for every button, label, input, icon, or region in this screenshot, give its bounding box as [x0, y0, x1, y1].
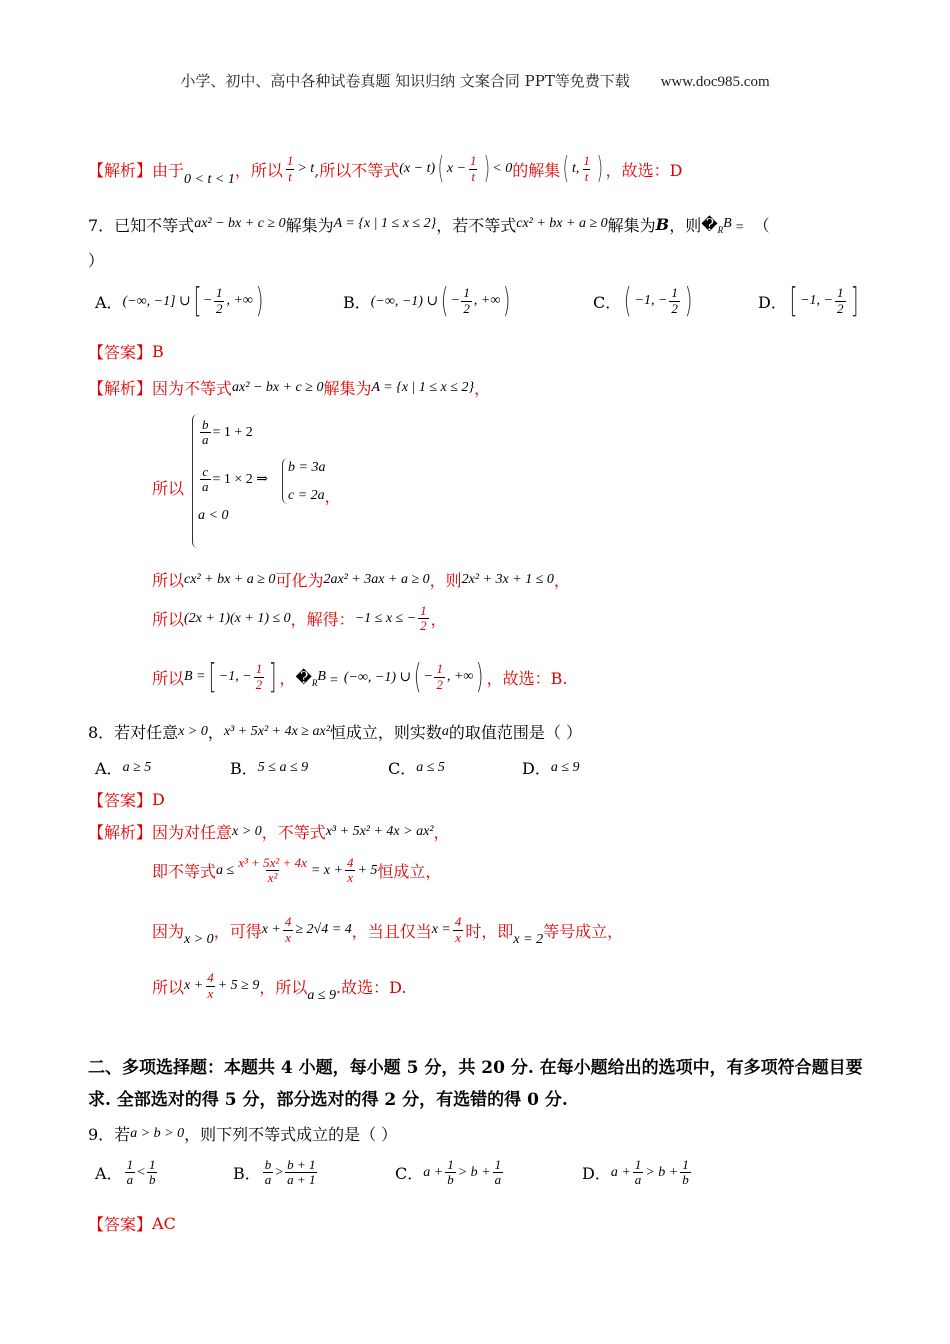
- q8-option-d[interactable]: D． a ≤ 9: [522, 759, 580, 778]
- system-row-2: $\frac{c}{a}$ = 1 × 2 ⇒: [202, 464, 269, 495]
- q8-analysis-l1: 【解析】 因为对任意 x > 0 ，不等式 x³ + 5x² + 4x > ax² ，: [88, 823, 450, 842]
- q7-option-d[interactable]: D． [ −1, − $\frac{1}{2}$ ]: [758, 281, 859, 321]
- q7-analysis-l2: 所以 cx² + bx + a ≥ 0 可化为 2ax² + 3ax + a ≥ 0 ，则 2x² + 3x + 1 ≤ 0 ，: [152, 571, 570, 590]
- q7-option-c[interactable]: C． ( −1, − $\frac{1}{2}$ ): [593, 281, 693, 321]
- q8-analysis-l2: 即不等式 a ≤ $\frac{\text{x³ + 5x² + 4x}}{\text{x²}}$ = x + $\frac{4}{x}$ + 5 恒成立，: [152, 855, 442, 886]
- q9-option-a[interactable]: A． $\frac{1}{a}$ < $\frac{1}{b}$: [95, 1157, 156, 1188]
- page-header: [0, 70, 950, 91]
- q8-option-a[interactable]: A． a ≥ 5: [95, 759, 152, 778]
- q8-answer: 【答案】 D: [88, 790, 165, 810]
- q8-option-b[interactable]: B． 5 ≤ a ≤ 9: [230, 759, 309, 778]
- q7-stem-close: ）: [88, 251, 105, 270]
- q7-answer: 【答案】 B: [88, 342, 164, 362]
- q9-option-d[interactable]: D． a + $\frac{1}{a}$ > b + $\frac{1}{b}$: [582, 1157, 689, 1188]
- q9-option-c[interactable]: C． a + $\frac{1}{b}$ > b + $\frac{1}{a}$: [395, 1157, 502, 1188]
- q8-option-c[interactable]: C． a ≤ 5: [388, 759, 445, 778]
- q9-stem: 9．若 a > b > 0 ，则下列不等式成立的是（ ）: [88, 1125, 398, 1144]
- q7-suoyi: 所以: [152, 479, 185, 498]
- q7-option-a[interactable]: A． (−∞, −1] ∪ [ − $\frac{1}{2}$ , +∞ ): [95, 281, 264, 321]
- header-url[interactable]: www.doc985.com: [660, 74, 770, 90]
- system-row-1: $\frac{b}{a}$ = 1 + 2: [202, 417, 253, 448]
- section-2-title: 二、多项选择题：本题共 4 小题，每小题 5 分，共 20 分. 在每小题给出的选项中，有多项符合题目要求. 全部选对的得 5 分，部分选对的得 2 分，有选错的得 0 分.: [88, 1058, 863, 1110]
- system-right-2: c = 2a ，: [288, 487, 341, 506]
- q6-analysis: 【解析】 由于 0 < t < 1 ，所以 $\frac{1}{t}$ > t ,所以不等式 (x − t) ( x − $\frac{1}{t}$ ) < 0 的解集 ( t, $\frac{1}{t}$ ) ，故选：D: [88, 151, 683, 187]
- q7-analysis-l1: 【解析】 因为不等式 ax² − bx + c ≥ 0 解集为 A = {x | 1 ≤ x ≤ 2} ，: [88, 379, 491, 398]
- q9-option-b[interactable]: B． $\frac{b}{a}$ > $\frac{b + 1}{a + 1}$: [233, 1157, 316, 1188]
- q7-stem: 7．已知不等式 ax² − bx + c ≥ 0 解集为 A = {x | 1 ≤ x ≤ 2} ，若不等式 cx² + bx + a ≥ 0 解集为 B ，则 � R B = （: [88, 214, 770, 235]
- header-text: 小学、初中、高中各种试卷真题 知识归纳 文案合同 PPT等免费下载: [180, 72, 630, 90]
- q8-analysis-l4: 所以 x + $\frac{4}{x}$ + 5 ≥ 9 ，所以 a ≤ 9 .故选：D.: [152, 970, 407, 1003]
- q8-analysis-l3: 因为 x > 0 ，可得 x + $\frac{4}{x}$ ≥ 2√4 = 4 ，当且仅当 x = $\frac{4}{x}$ 时，即 x = 2 等号成立，: [152, 914, 624, 947]
- system-row-3: a < 0: [198, 508, 229, 523]
- q9-answer: 【答案】 AC: [88, 1214, 176, 1234]
- q7-option-b[interactable]: B． (−∞, −1) ∪ ( − $\frac{1}{2}$ , +∞ ): [343, 281, 511, 321]
- system-right-1: b = 3a: [288, 460, 326, 475]
- q8-stem: 8．若对任意 x > 0 ， x³ + 5x² + 4x ≥ ax² 恒成立，则实数 a 的取值范围是（ ）: [88, 723, 583, 742]
- q7-analysis-l3: 所以 (2x + 1)(x + 1) ≤ 0 ，解得： −1 ≤ x ≤ − $\frac{1}{2}$ ，: [152, 603, 447, 634]
- q7-analysis-l4: 所以 B = [ −1, − $\frac{1}{2}$ ] ， � R B = (−∞, −1) ∪ ( − $\frac{1}{2}$ , +∞ ) ，故选：B.: [152, 657, 568, 697]
